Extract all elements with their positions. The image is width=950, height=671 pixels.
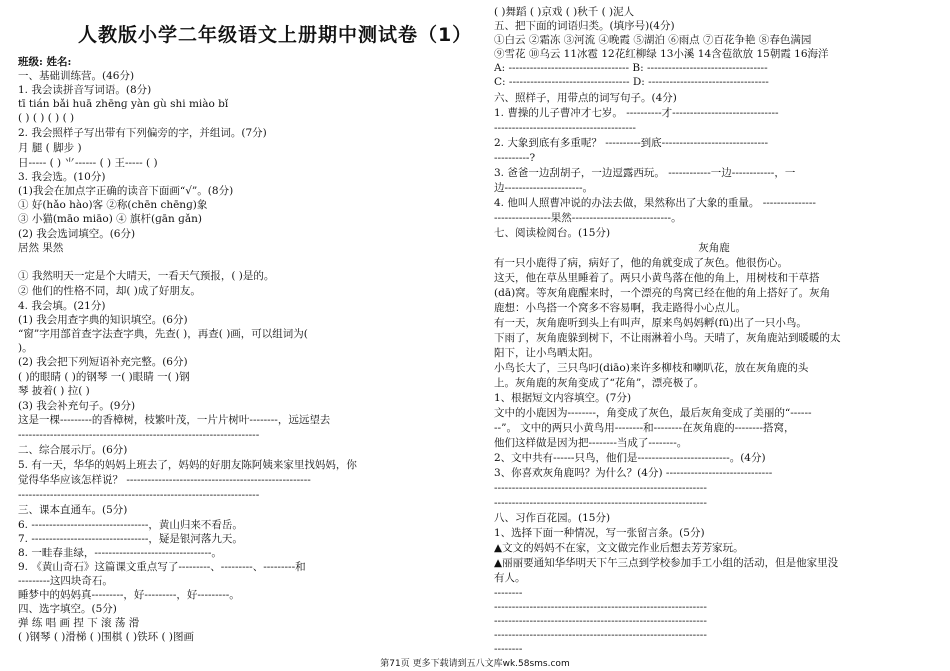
text-line: ( )的眼睛 ( )的钢琴 一( )眼睛 一( )钢 bbox=[18, 371, 190, 383]
text-line: 四、选字填空。(5分) bbox=[18, 603, 117, 615]
question-line: 1、选择下面一种情况，写一张留言条。(5分) bbox=[494, 527, 705, 539]
text-line: 8. 一畦春韭绿，---------------------------------。 bbox=[18, 547, 222, 559]
text-line: 1. 我会读拼音写词语。(8分) bbox=[18, 84, 152, 96]
story-line: (dā)窝。等灰角鹿醒来时，一个漂亮的鸟窝已经在他的角上搭好了。灰角 bbox=[494, 287, 831, 299]
text-line: tī tián bǎi huā zhēnɡ yàn ɡù shi miào bǐ bbox=[18, 98, 229, 110]
question-line: 2、文中共有------只鸟，他们是--------------------------。(4分) bbox=[494, 452, 766, 464]
text-line: ③ 小猫(māo miāo) ④ 旗杆(ɡān ɡǎn) bbox=[18, 213, 202, 225]
story-line: 有一天，灰角鹿听到头上有叫声，原来鸟妈妈孵(fū)出了一只小鸟。 bbox=[494, 317, 807, 329]
text-line: ( ) ( ) ( ) ( ) bbox=[18, 112, 75, 124]
story-line: 有一只小鹿得了病，病好了，他的角就变成了灰色。他很伤心。 bbox=[494, 257, 788, 269]
question-line: 3、你喜欢灰角鹿吗？为什么？(4分) ------------------------------ bbox=[494, 467, 773, 479]
text-line: 日----- ( ) ⺌------ ( ) 王----- ( ) bbox=[18, 157, 158, 169]
text-line: ① 我然明天一定是个大晴天，一看天气预报，( )是的。 bbox=[18, 270, 275, 282]
text-line: ( )钢琴 ( )滑梯 ( )围棋 ( )铁环 ( )图画 bbox=[18, 631, 195, 643]
story-title: 灰角鹿 bbox=[698, 242, 730, 254]
answer-line: ------------------------------------------------------------ bbox=[494, 601, 707, 613]
story-line: 鹿想：小鸟搭一个窝多不容易啊，我走路得小心点儿。 bbox=[494, 302, 746, 314]
answer-line: -------- bbox=[494, 587, 523, 599]
text-line: ② 他们的性格不同，却( )成了好朋友。 bbox=[18, 285, 201, 297]
text-line: (3) 我会补充句子。(9分) bbox=[18, 400, 136, 412]
text-line: ① 好(hǎo hào)客 ②称(chēn chēnɡ)象 bbox=[18, 199, 208, 211]
question-line: ▲丽丽要通知华华明天下午三点到学校参加手工小组的活动，但是他家里没 bbox=[494, 557, 839, 569]
text-line: 二、综合展示厅。(6分) bbox=[18, 444, 128, 456]
text-line: 3. 我会选。(10分) bbox=[18, 171, 106, 183]
text-line: 月 腿 ( 脚步 ) bbox=[18, 142, 82, 154]
question-line: ▲文文的妈妈不在家，文文做完作业后想去芳芳家玩。 bbox=[494, 542, 744, 554]
text-line: (2) 我会把下列短语补充完整。(6分) bbox=[18, 356, 188, 368]
answer-line: -------- bbox=[494, 643, 523, 655]
left-column bbox=[18, 0, 473, 671]
text-line: 1. 曹操的儿子曹冲才七岁。 ----------才------------------------------ bbox=[494, 107, 779, 119]
text-line: 2. 大象到底有多重呢？ ----------到底------------------------------ bbox=[494, 137, 769, 149]
question-line: 有人。 bbox=[494, 572, 526, 584]
story-line: 下雨了，灰角鹿躲到树下，不让雨淋着小鸟。天晴了，灰角鹿站到暖暖的太 bbox=[494, 332, 841, 344]
text-line: 边----------------------。 bbox=[494, 182, 594, 194]
text-line: 六、照样子，用带点的词写句子。(4分) bbox=[494, 92, 677, 104]
question-line: --”。 文中的两只小黄鸟用--------和--------在灰角鹿的--------搭窝， bbox=[494, 422, 795, 434]
text-line: 七、阅读检阅台。(15分) bbox=[494, 227, 611, 239]
text-line: ⑨雪花 ⑩乌云 11冰雹 12花红柳绿 13小溪 14含苞欲放 15朝霞 16海洋 bbox=[494, 48, 829, 60]
page-title: 人教版小学二年级语文上册期中测试卷（1） bbox=[78, 24, 473, 46]
text-line: 5. 有一天，华华的妈妈上班去了，妈妈的好朋友陈阿姨来家里找妈妈，你 bbox=[18, 459, 357, 471]
text-line: 三、课本直通车。(5分) bbox=[18, 504, 128, 516]
page-footer: 第71页 更多下载请到五八文库wk.58sms.com bbox=[380, 659, 570, 669]
answer-line: -------------------------------------------------------------------- bbox=[18, 429, 260, 441]
text-line: (1) 我会用查字典的知识填空。(6分) bbox=[18, 314, 188, 326]
text-line: 觉得华华应该怎样说？ ---------------------------------------------------- bbox=[18, 474, 311, 486]
text-line: 一、基础训练营。(46分) bbox=[18, 70, 135, 82]
answer-line: -------------------------------------------------------------------- bbox=[18, 489, 260, 501]
text-line: 7. ---------------------------------，疑是银河落九天。 bbox=[18, 533, 243, 545]
answer-line: ------------------------------------------------------------ bbox=[494, 629, 707, 641]
text-line: ----------? bbox=[494, 152, 536, 164]
text-line: 4. 我会填。(21分) bbox=[18, 300, 106, 312]
text-line: )。 bbox=[18, 342, 33, 354]
text-line: 4. 他叫人照曹冲说的办法去做，果然称出了大象的重量。 --------------- bbox=[494, 197, 816, 209]
story-line: 这天，他在草丛里睡着了。两只小黄鸟落在他的角上，用树枝和干草搭 bbox=[494, 272, 820, 284]
text-line: 琴 披着( ) 拉( ) bbox=[18, 385, 90, 397]
question-line: 1、根据短文内容填空。(7分) bbox=[494, 392, 632, 404]
text-line: (1)我会在加点字正确的读音下面画“√”。(8分) bbox=[18, 185, 234, 197]
text-line: 3. 爸爸一边刮胡子，一边逗露西玩。 ------------一边------------，一 bbox=[494, 167, 796, 179]
text-line: C: ---------------------------------- D: ---------------------------------- bbox=[494, 76, 769, 88]
text-line: A: ---------------------------------- B: ---------------------------------- bbox=[494, 62, 768, 74]
text-line: ①白云 ②霜冻 ③河流 ④晚霞 ⑤湖泊 ⑥雨点 ⑦百花争艳 ⑧春色满园 bbox=[494, 34, 812, 46]
text-line: “窗”字用部首查字法查字典，先查( )，再查( )画，可以组词为( bbox=[18, 328, 308, 340]
text-line: 这是一棵---------的香樟树，枝繁叶茂，一片片树叶--------，远远望去 bbox=[18, 414, 331, 426]
text-line: 9. 《黄山奇石》这篇课文重点写了---------、---------、---------和 bbox=[18, 561, 306, 573]
text-line: ( )舞蹈 ( )京戏 ( )秋千 ( )泥人 bbox=[494, 6, 635, 18]
text-line: ----------------果然----------------------------。 bbox=[494, 212, 682, 224]
question-line: 八、习作百花园。(15分) bbox=[494, 512, 611, 524]
story-line: 小鸟长大了，三只鸟叼(diāo)来许多柳枝和喇叭花，放在灰角鹿的头 bbox=[494, 362, 809, 374]
text-line: ---------这四块奇石。 bbox=[18, 575, 113, 587]
answer-line: ------------------------------------------------------------ bbox=[494, 482, 707, 494]
text-line: 2. 我会照样子写出带有下列偏旁的字，并组词。(7分) bbox=[18, 127, 267, 139]
text-line: 居然 果然 bbox=[18, 242, 64, 254]
question-line: 文中的小鹿因为--------，角变成了灰色，最后灰角变成了美丽的“------ bbox=[494, 407, 812, 419]
text-line: (2) 我会选词填空。(6分) bbox=[18, 228, 136, 240]
story-line: 阳下，让小鸟晒太阳。 bbox=[494, 347, 599, 359]
answer-line: ------------------------------------------------------------ bbox=[494, 615, 707, 627]
text-line: 弹 练 唱 画 捏 下 滚 荡 滑 bbox=[18, 617, 140, 629]
text-line: 五、把下面的词语归类。(填序号)(4分) bbox=[494, 20, 675, 32]
text-line: 6. ---------------------------------，黄山归来不看岳。 bbox=[18, 519, 243, 531]
answer-line: ---------------------------------------- bbox=[494, 122, 636, 134]
text-line: 睡梦中的妈妈真---------，好---------，好---------。 bbox=[18, 589, 240, 601]
answer-line: ------------------------------------------------------------ bbox=[494, 497, 707, 509]
story-line: 上。灰角鹿的灰角变成了“花角”，漂亮极了。 bbox=[494, 377, 705, 389]
right-column bbox=[494, 0, 934, 671]
student-info-line: 班级: 姓名: bbox=[18, 56, 72, 68]
question-line: 他们这样做是因为把--------当成了--------。 bbox=[494, 437, 688, 449]
